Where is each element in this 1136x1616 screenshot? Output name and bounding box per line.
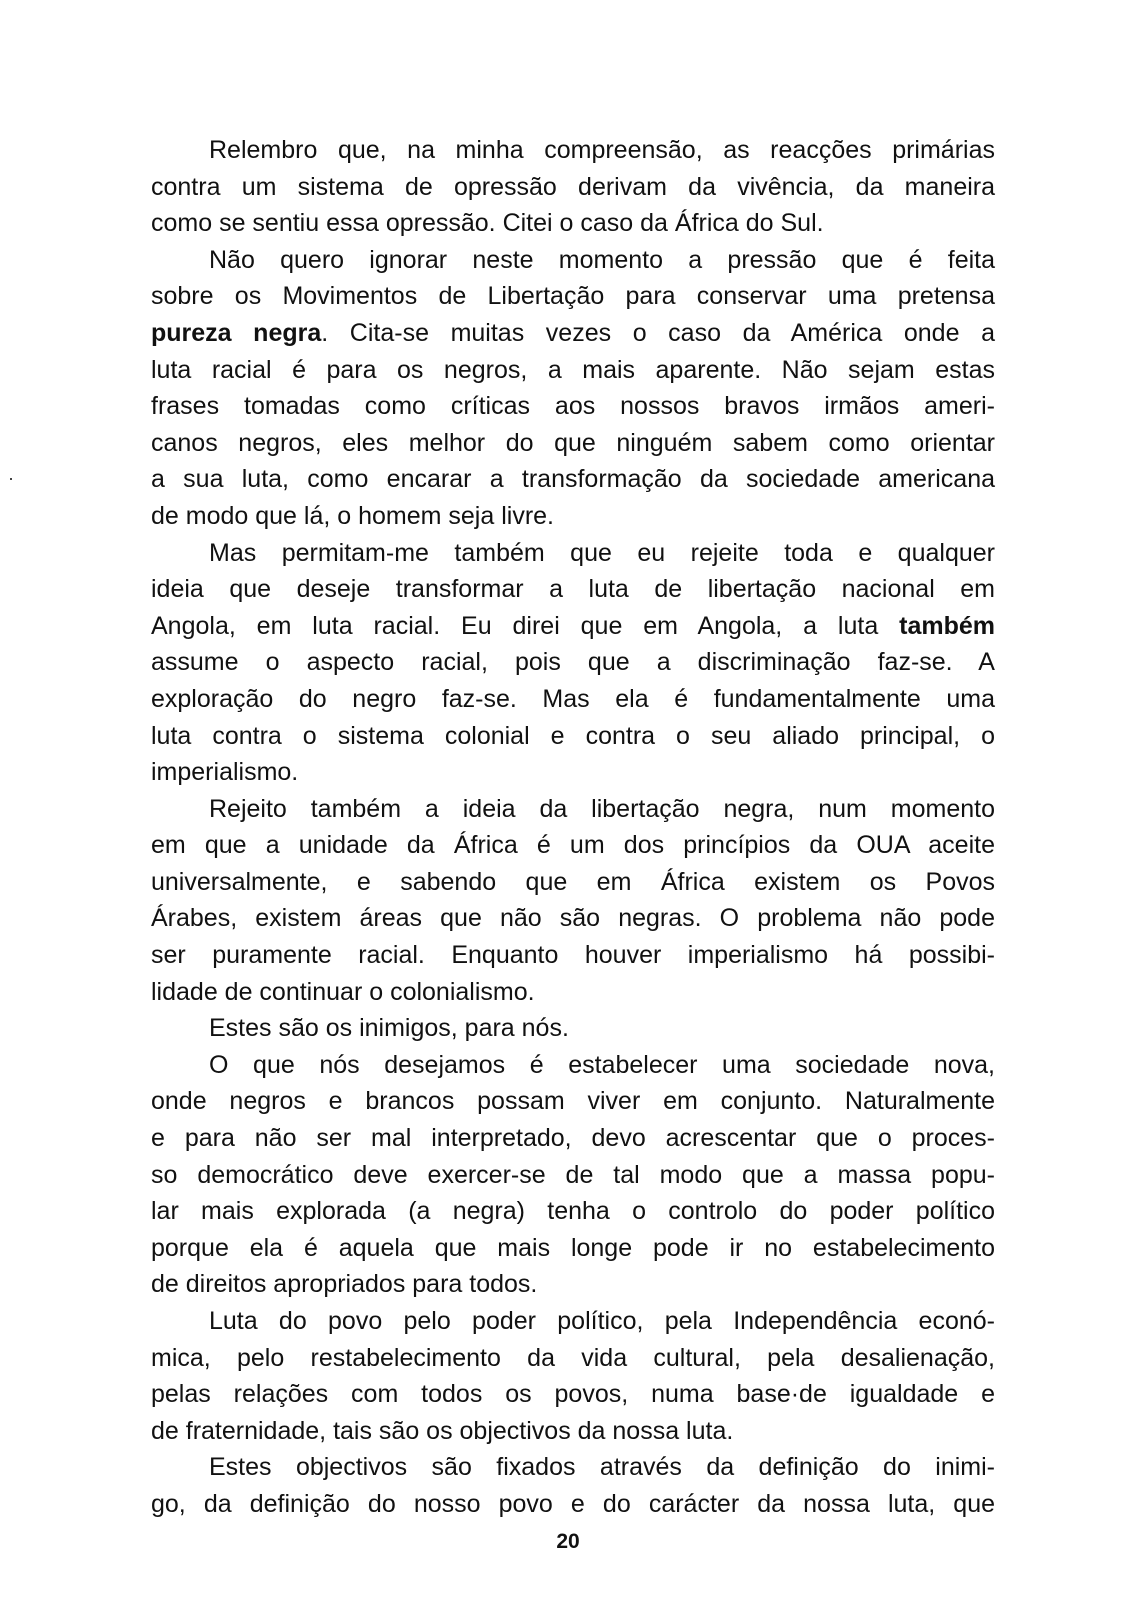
text-line: [151, 1486, 995, 1523]
line-text: de modo que lá, o homem seja livre.: [151, 501, 554, 530]
text-line: [151, 1376, 995, 1413]
text-line: [151, 791, 995, 828]
line-text: ideia que deseje transformar a luta de libertação nacional em: [151, 575, 995, 604]
line-text: onde negros e brancos possam viver em conjunto. Naturalmente: [151, 1087, 995, 1116]
text-line: [151, 1413, 995, 1450]
line-text: em que a unidade da África é um dos princípios da OUA aceite: [151, 831, 995, 860]
text-line: [151, 498, 995, 535]
text-line: [151, 352, 995, 389]
line-text: O que nós desejamos é estabelecer uma sociedade nova,: [209, 1050, 995, 1079]
line-text: lidade de continuar o colonialismo.: [151, 977, 535, 1006]
text-line: [151, 1449, 995, 1486]
text-line: [151, 1120, 995, 1157]
text-line: [151, 900, 995, 937]
bold-phrase: também: [899, 611, 995, 640]
text-line: [151, 315, 995, 352]
line-text: mica, pelo restabelecimento da vida cultural, pela desalienação,: [151, 1343, 995, 1372]
line-text: Estes objectivos são fixados através da definição do inimi-: [209, 1453, 995, 1482]
line-text: de fraternidade, tais são os objectivos da nossa luta.: [151, 1416, 734, 1445]
line-text: contra um sistema de opressão derivam da vivência, da maneira: [151, 172, 995, 201]
text-line: [151, 425, 995, 462]
text-line: [151, 644, 995, 681]
text-line: [151, 718, 995, 755]
line-text: luta racial é para os negros, a mais aparente. Não sejam estas: [151, 355, 995, 384]
text-line: [151, 864, 995, 901]
line-text: Árabes, existem áreas que não são negras. O problema não pode: [151, 904, 995, 933]
text-line: [151, 754, 995, 791]
line-text: luta contra o sistema colonial e contra o seu aliado principal, o: [151, 721, 995, 750]
line-text: Mas permitam-me também que eu rejeite toda e qualquer: [209, 538, 995, 567]
line-text: como se sentiu essa opressão. Citei o caso da África do Sul.: [151, 209, 824, 238]
text-line: [151, 1047, 995, 1084]
line-text: exploração do negro faz-se. Mas ela é fundamentalmente uma: [151, 684, 995, 713]
line-text: Luta do povo pelo poder político, pela Independência econó-: [209, 1307, 995, 1335]
text-line: [151, 974, 995, 1011]
line-text: ser puramente racial. Enquanto houver imperialismo há possibi-: [151, 941, 995, 970]
text-line: [151, 827, 995, 864]
text-line: [151, 608, 995, 645]
text-line: [151, 571, 995, 608]
line-text: go, da definição do nosso povo e do carácter da nossa luta, que: [151, 1489, 995, 1518]
text-line: [151, 388, 995, 425]
text-line: [151, 278, 995, 315]
line-text: universalmente, e sabendo que em África existem os Povos: [151, 867, 995, 896]
line-text: pelas relações com todos os povos, numa base·de igualdade e: [151, 1380, 995, 1409]
line-text: Relembro que, na minha compreensão, as reacções primárias: [209, 136, 995, 164]
text-line: [151, 461, 995, 498]
margin-mark: [10, 478, 12, 480]
page-number: 20: [556, 1530, 580, 1553]
text-line: [151, 1157, 995, 1194]
line-text: sobre os Movimentos de Libertação para conservar uma pretensa: [151, 282, 995, 311]
text-line: [151, 1083, 995, 1120]
text-line: [151, 937, 995, 974]
line-text: . Cita-se muitas vezes o caso da América onde a: [321, 318, 995, 347]
bold-phrase: pureza negra: [151, 318, 322, 347]
text-line: [151, 1193, 995, 1230]
line-text: Rejeito também a ideia da libertação negra, num momento: [209, 794, 995, 823]
line-text: Angola, em luta racial. Eu direi que em Angola, a luta: [151, 611, 900, 640]
text-line: [151, 1303, 995, 1340]
text-line: [151, 1266, 995, 1303]
line-text: lar mais explorada (a negra) tenha o controlo do poder político: [151, 1197, 995, 1226]
line-text: a sua luta, como encarar a transformação da sociedade americana: [151, 465, 995, 494]
text-line: [151, 169, 995, 206]
text-line: [151, 1010, 995, 1047]
line-text: porque ela é aquela que mais longe pode ir no estabelecimento: [151, 1233, 995, 1262]
line-text: Estes são os inimigos, para nós.: [209, 1014, 569, 1043]
line-text: de direitos apropriados para todos.: [151, 1270, 538, 1299]
text-line: [151, 535, 995, 572]
line-text: frases tomadas como críticas aos nossos bravos irmãos ameri-: [151, 392, 995, 421]
body-text: [151, 132, 995, 1523]
text-line: [151, 205, 995, 242]
line-text: so democrático deve exercer-se de tal modo que a massa popu-: [151, 1160, 995, 1189]
text-line: [151, 242, 995, 279]
line-text: assume o aspecto racial, pois que a discriminação faz-se. A: [151, 648, 995, 677]
text-line: [151, 132, 995, 169]
text-line: [151, 1230, 995, 1267]
line-text: imperialismo.: [151, 758, 299, 787]
text-line: [151, 681, 995, 718]
line-text: e para não ser mal interpretado, devo acrescentar que o proces-: [151, 1124, 995, 1153]
line-text: canos negros, eles melhor do que ninguém sabem como orientar: [151, 428, 995, 457]
text-line: [151, 1340, 995, 1377]
line-text: Não quero ignorar neste momento a pressão que é feita: [209, 245, 995, 274]
